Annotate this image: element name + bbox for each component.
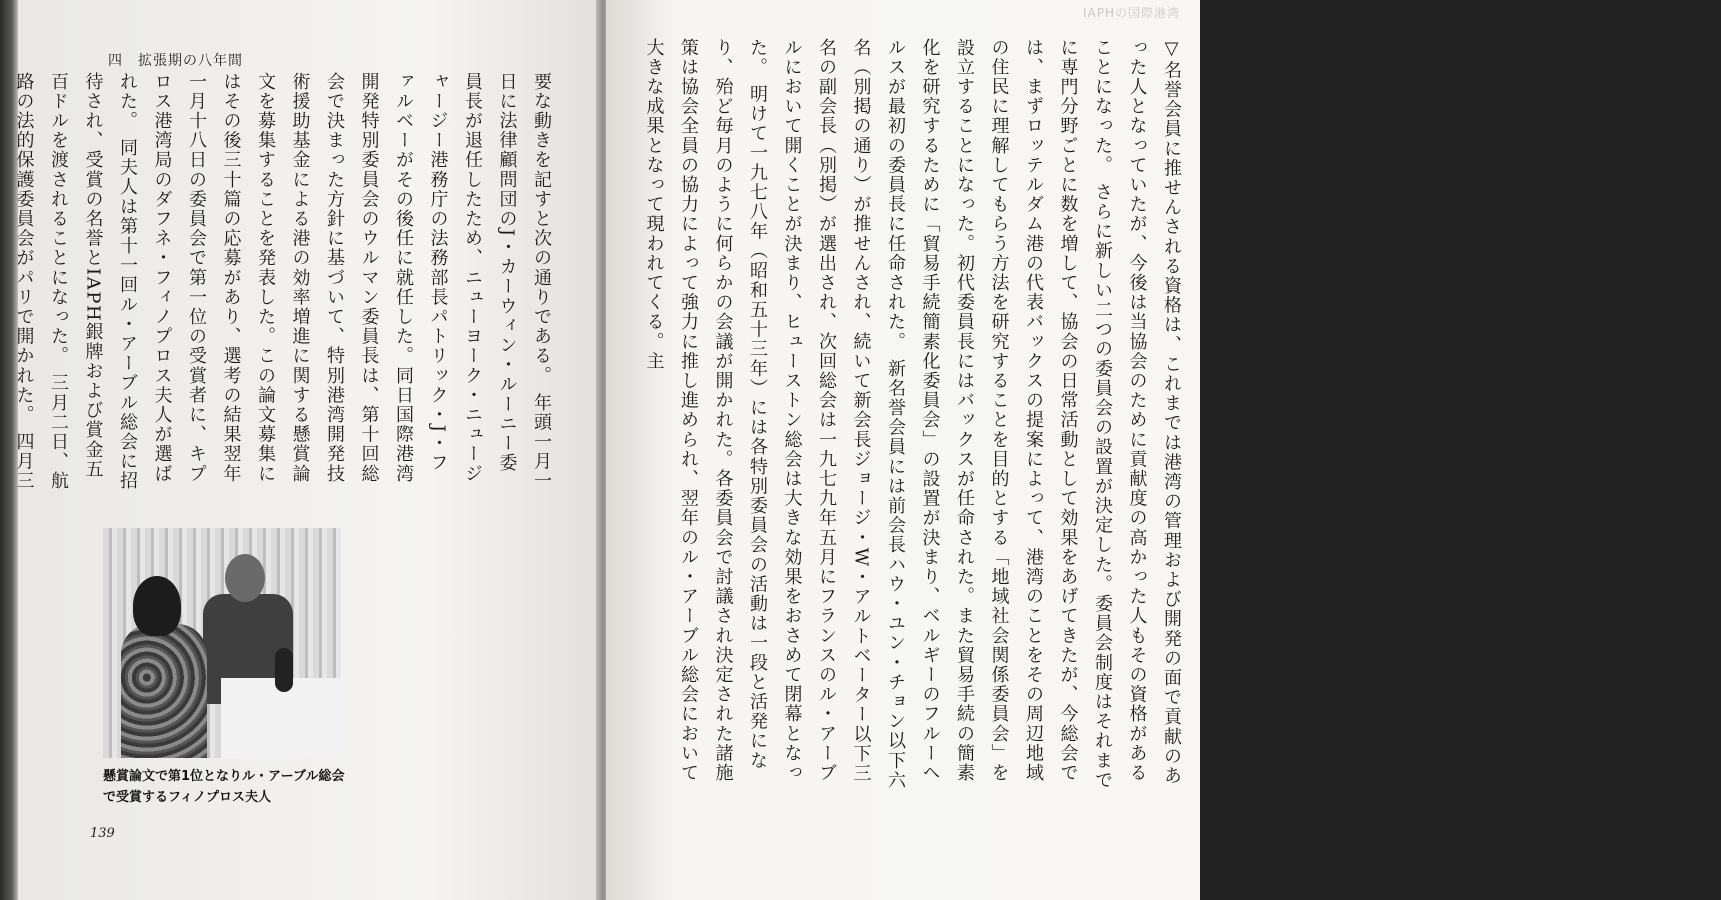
award-ceremony-photo	[103, 528, 341, 758]
right-page-number: 138	[1696, 844, 1721, 859]
left-body-text: 要な動きを記すと次の通りである。 年頭一月一日に法律顧問団のJ・カーウィン・ルーニー委員長が退任したため、ニューヨーク・ニュージャージー港務庁の法務部長パトリック・J・ファルベーがその後任に就任した。同日国際港湾開発特別委員会のウルマン委員長は、第十回総会で決まった方針に基づいて、特別港湾開発技術援助基金による港の効率増進に関する懸賞論文を募集することを発表した。この論文募集にはその後三十篇の応募があり、選考の結果翌年一月十八日の委員会で第一位の受賞者に、キプロス港湾局のダフネ・フィノプロス夫人が選ばれた。 同夫人は第十一回ル・アーブル総会に招待され、受賞の名誉とIAPH銀牌および賞金五百ドルを渡されることになった。 三月二日、航路の法的保護委員会がパリで開かれた。 四月三	[13, 72, 552, 491]
photo-man-head	[225, 554, 265, 602]
photo-woman	[121, 624, 207, 758]
left-page-number: 139	[90, 826, 115, 841]
left-running-head: 四 拡張期の八年間	[108, 53, 243, 69]
left-page	[13, 0, 600, 900]
photo-caption: 懸賞論文で第1位となりル・アーブル総会で受賞するフィノプロス夫人	[103, 769, 345, 805]
right-body-text: ▽名誉会員に推せんされる資格は、これまでは港湾の管理および開発の面で貢献のあった人となっていたが、今後は当協会のために貢献度の高かった人もその資格があることになった。 さらに新しい二つの委員会の設置が決定した。委員会制度はそれまでに専門分野ごとに数を増して、協会の日常活動として効果をあげてきたが、今総会では、まずロッテルダム港の代表バックスの提案によって、港湾のことをその周辺地域の住民に理解してもらう方法を研究することを目的とする「地域社会関係委員会」を設立することになった。初代委員長にはバックスが任命された。また貿易手続の簡素化を研究するために「貿易手続簡素化委員会」の設置が決まり、ベルギーのフルーヘルスが最初の委員長に任命された。 新名誉会員には前会長ハウ・ユン・チョン以下六名（別掲の通り）が推せんされ、続いて新会長ジョージ・W・アルトベーター以下三名の副会長（別掲）が選出され、次回総会は一九七九年五月にフランスのル・アーブルにおいて開くことが決まり、ヒューストン総会は大きな効果をおさめて閉幕となった。 明けて一九七八年（昭和五十三年）には各特別委員会の活動は一段と活発になり、殆ど毎月のように何らかの会議が開かれた。各委員会で討議され決定された諸施策は協会全員の協力によって強力に推し進められ、翌年のル・アーブル総会において大きな成果となって現われてくる。主	[643, 38, 1182, 791]
right-page	[606, 0, 1721, 900]
photo-microphone	[275, 648, 293, 692]
photo-woman-head	[133, 576, 181, 636]
right-running-head: IAPHの国際港湾	[1082, 6, 1180, 20]
